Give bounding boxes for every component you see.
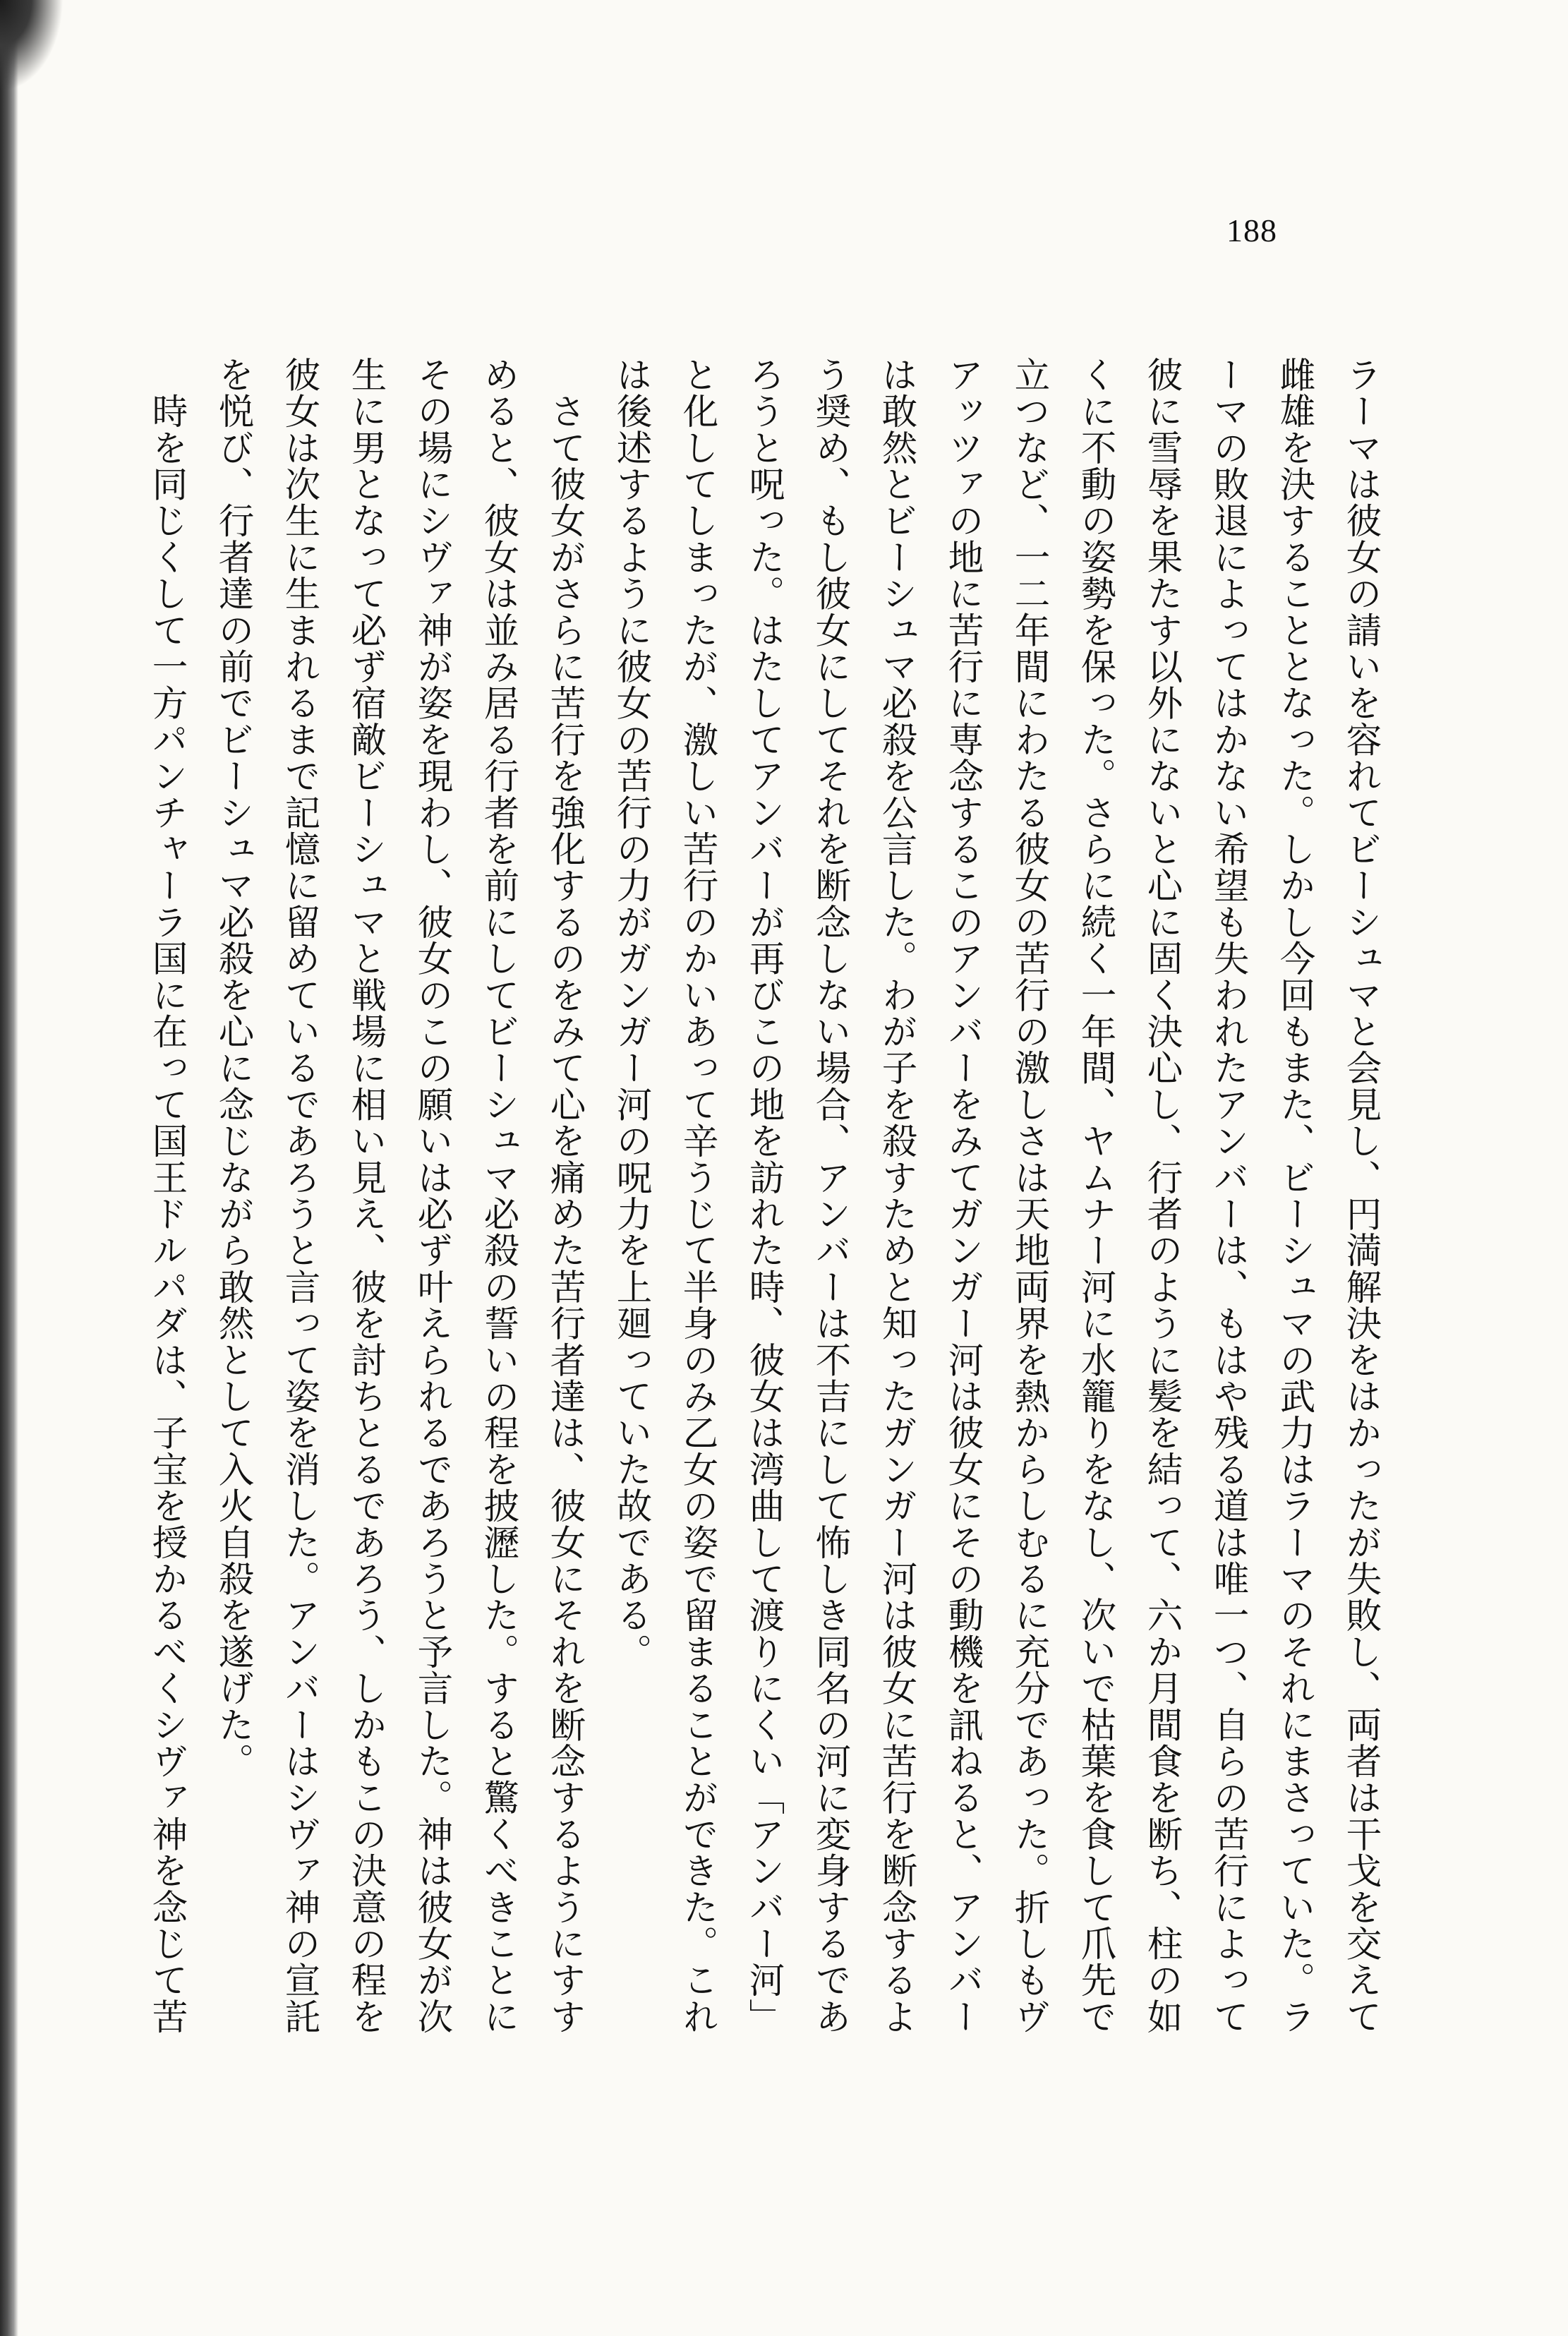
text-column: ろうと呪った。はたしてアンバーが再びこの地を訪れた時、彼女は湾曲して渡りにくい「アンバー河」 xyxy=(744,356,785,2035)
text-column: 生に男となって必ず宿敵ビーシュマと戦場に相い見え、彼を討ちとるであろう、しかもこの決意の程を xyxy=(346,356,387,2035)
text-column: くに不動の姿勢を保った。さらに続く一年間、ヤムナー河に水籠りをなし、次いで枯葉を食して爪先で xyxy=(1075,356,1117,2035)
text-column: ーマの敗退によってはかない希望も失われたアンバーは、もはや残る道は唯一つ、自らの苦行によって xyxy=(1208,356,1250,2035)
text-column: 時を同じくして一方パンチャーラ国に在って国王ドルパダは、子宝を授かるべくシヴァ神を念じて苦 xyxy=(147,356,188,2035)
page-number: 188 xyxy=(1226,212,1277,248)
vertical-text-body xyxy=(134,356,1394,2336)
text-column: さて彼女がさらに苦行を強化するのをみて心を痛めた苦行者達は、彼女にそれを断念するようにすす xyxy=(545,356,586,2035)
text-column: と化してしまったが、激しい苦行のかいあって辛うじて半身のみ乙女の姿で留まることができた。これ xyxy=(677,356,719,2035)
text-column: 雌雄を決することとなった。しかし今回もまた、ビーシュマの武力はラーマのそれにまさっていた。ラ xyxy=(1274,356,1316,2035)
text-column: 彼女は次生に生まれるまで記憶に留めているであろうと言って姿を消した。アンバーはシヴァ神の宣託 xyxy=(279,356,321,2035)
text-column: は敢然とビーシュマ必殺を公言した。わが子を殺すためと知ったガンガー河は彼女に苦行を断念するよ xyxy=(876,356,918,2035)
text-column: 彼に雪辱を果たす以外にないと心に固く決心し、行者のように髪を結って、六か月間食を断ち、柱の如 xyxy=(1142,356,1183,2035)
binding-shadow xyxy=(0,0,18,2336)
text-column: ラーマは彼女の請いを容れてビーシュマと会見し、円満解決をはかったが失敗し、両者は干戈を交えて xyxy=(1341,356,1382,2035)
text-column: は後述するように彼女の苦行の力がガンガー河の呪力を上廻っていた故である。 xyxy=(611,356,653,1670)
text-column: アッツァの地に苦行に専念するこのアンバーをみてガンガー河は彼女にその動機を訊ねると、アンバー xyxy=(943,356,984,2035)
text-column: その場にシヴァ神が姿を現わし、彼女のこの願いは必ず叶えられるであろうと予言した。神は彼女が次 xyxy=(412,356,454,2035)
text-column: 立つなど、一二年間にわたる彼女の苦行の激しさは天地両界を熱からしむるに充分であった。折しもヴ xyxy=(1009,356,1051,2035)
text-column: めると、彼女は並み居る行者を前にしてビーシュマ必殺の誓いの程を披瀝した。すると驚くべきことに xyxy=(478,356,520,2035)
text-column: を悦び、行者達の前でビーシュマ必殺を心に念じながら敢然として入火自殺を遂げた。 xyxy=(213,356,255,1780)
binding-corner-shadow xyxy=(0,0,64,92)
text-column: う奨め、もし彼女にしてそれを断念しない場合、アンバーは不吉にして怖しき同名の河に変身するであ xyxy=(810,356,852,2035)
